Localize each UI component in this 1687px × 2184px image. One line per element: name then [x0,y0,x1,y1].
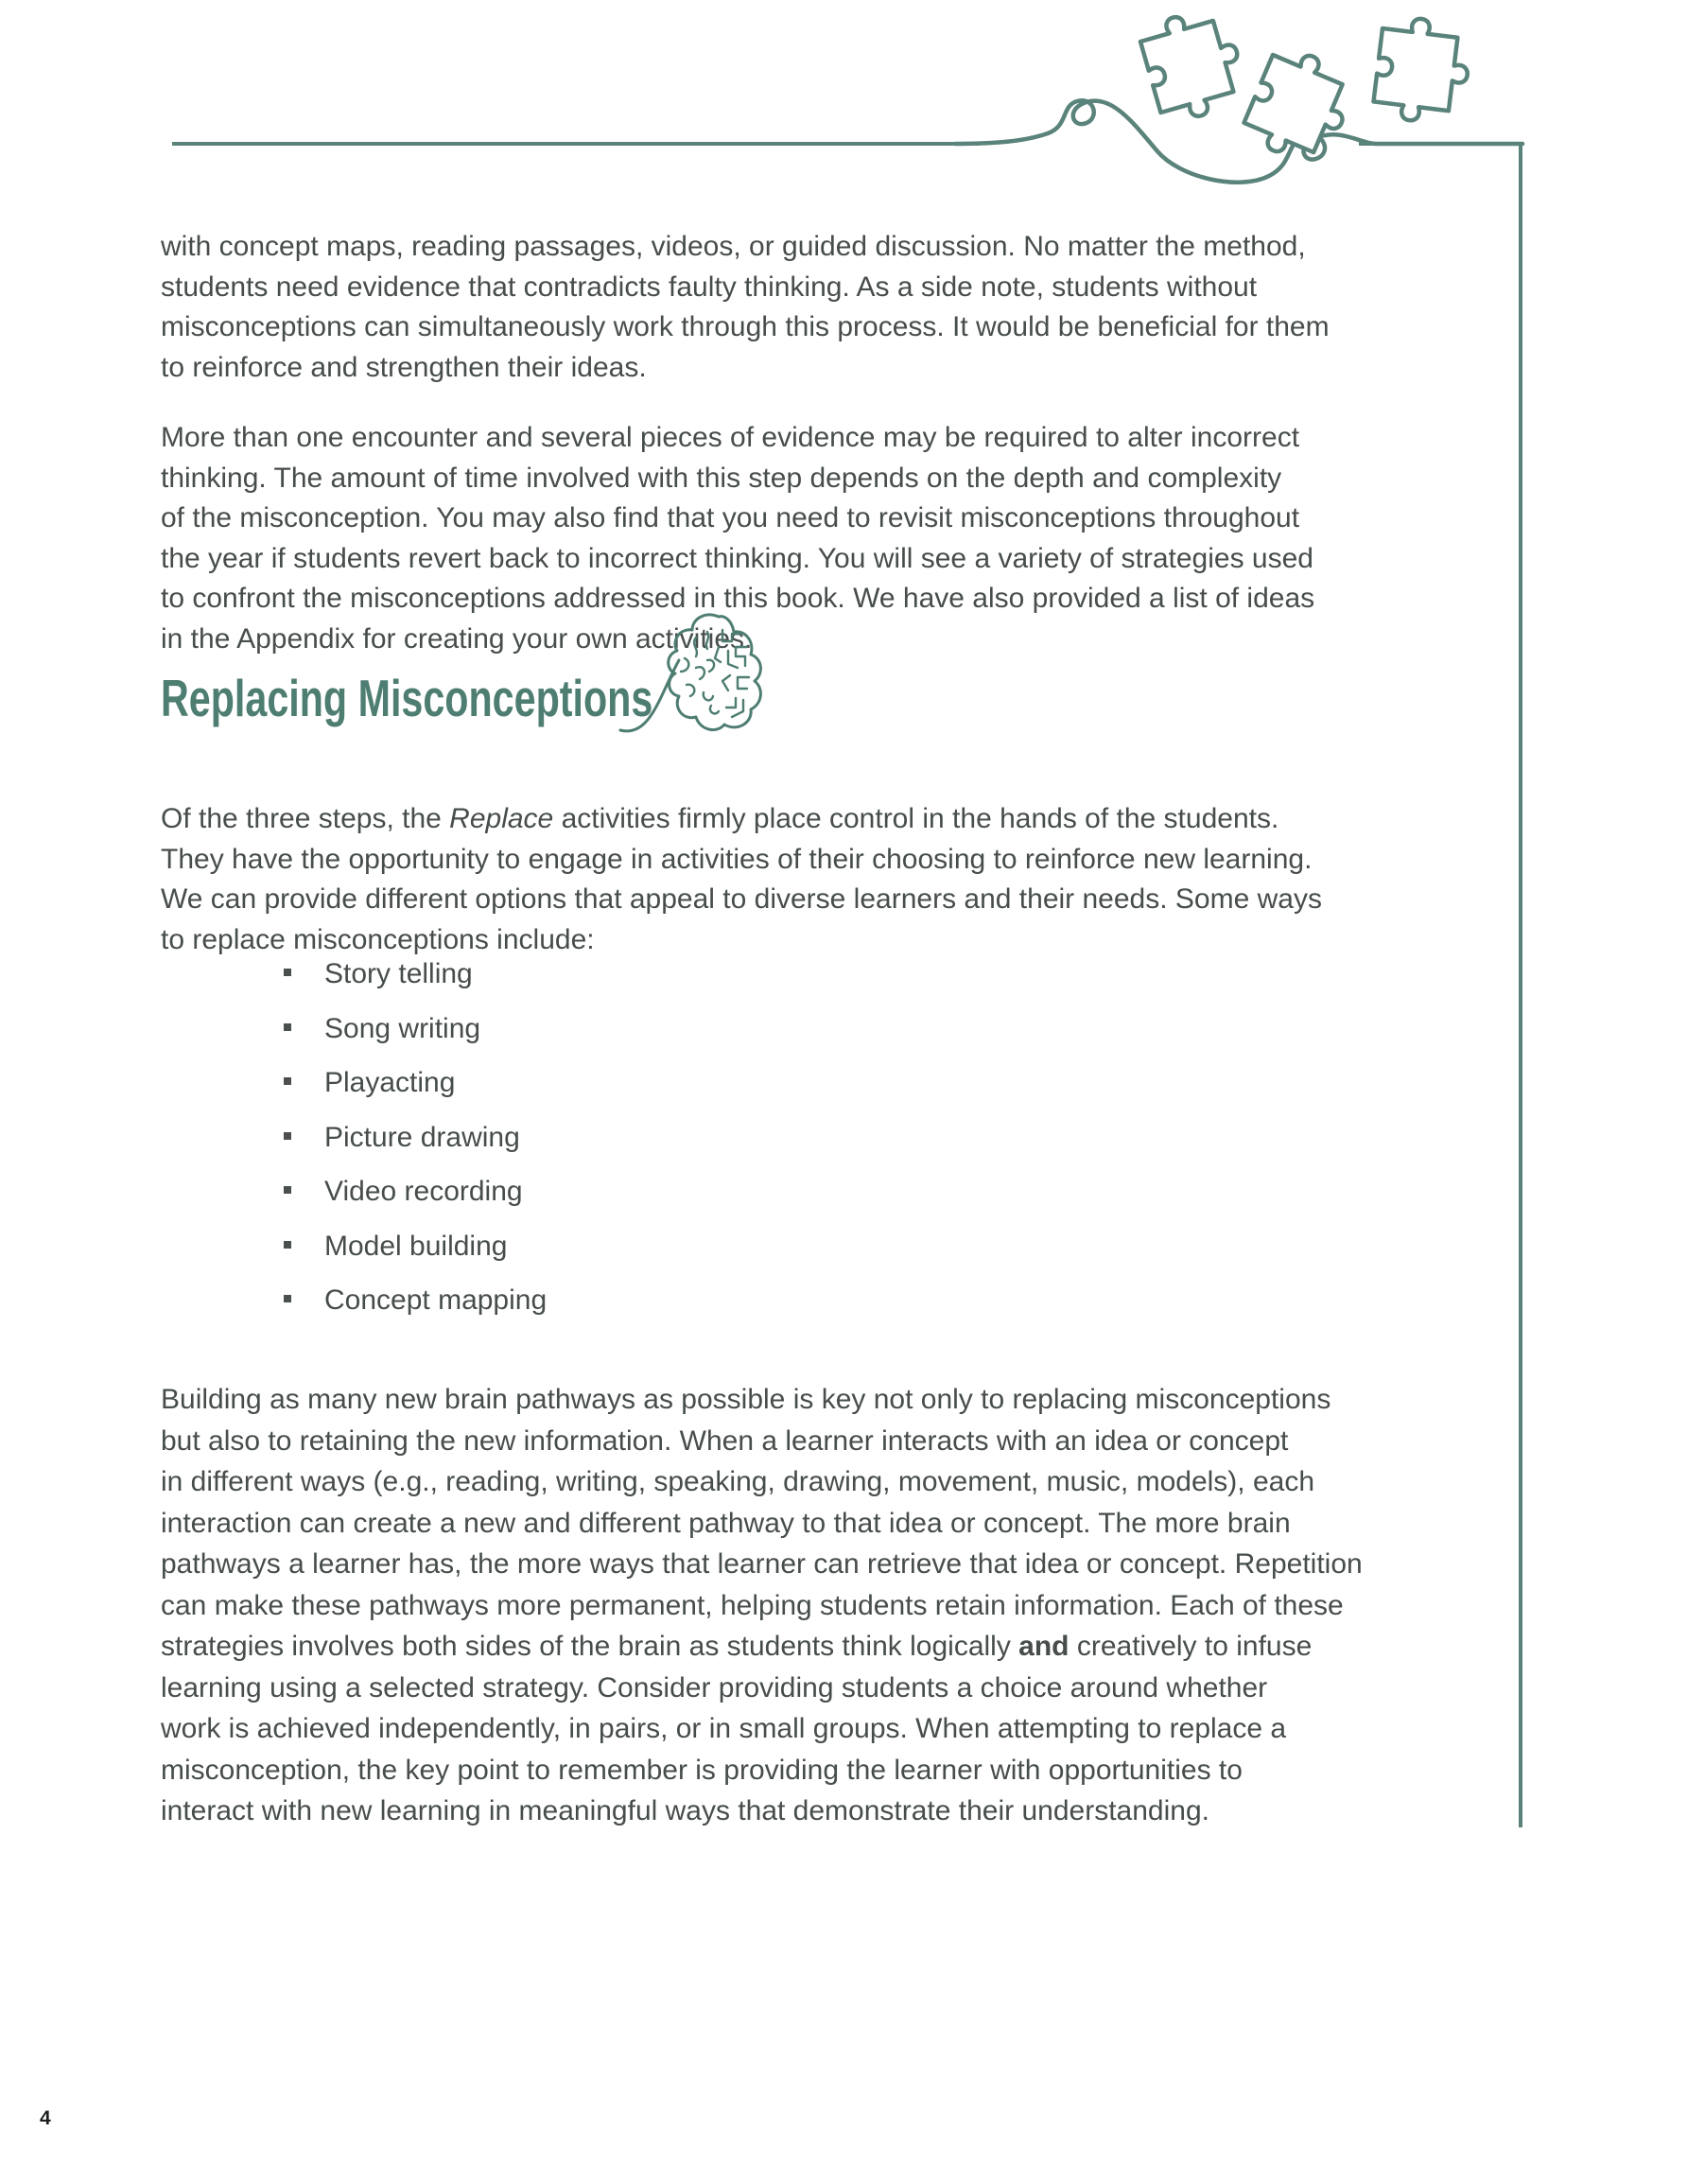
top-rule-left [172,142,979,146]
list-item-label: Song writing [324,1012,481,1044]
list-item [284,1226,1418,1281]
list-item [284,953,1418,1008]
list-item [284,1008,1418,1063]
right-margin-rule [1519,142,1522,1827]
list-item-label: Concept mapping [324,1284,548,1316]
list-item-label: Playacting [324,1067,456,1098]
square-bullet-icon [284,969,291,976]
list-item [284,1062,1418,1117]
square-bullet-icon [284,1295,291,1302]
list-item-label: Model building [324,1230,508,1262]
puzzle-pieces-icon [955,0,1565,194]
paragraph: More than one encounter and several pieces of evidence may be required to alter incorrect thinking. The amount of time involved with this step depends on the depth and complexity of the misconception. You may also find that you need to revisit misconceptions throughout the year if students revert back to incorrect thinking. You will see a variety of strategies used to confront the misconceptions addressed in this book. We have also provided a list of ideas in the Appendix for creating your own activities. [161,422,1315,655]
square-bullet-icon [284,1186,291,1194]
paragraph: Building as many new brain pathways as possible is key not only to replacing misconceptions but also to retaining the new information. When a learner interacts with an idea or concept in different ways (e.g., reading, writing, speaking, drawing, movement, music, models), each interaction can create a new and different pathway to that idea or concept. The more brain pathways a learner has, the more ways that learner can retrieve that idea or concept. Repetition can make these pathways more permanent, helping students retain information. Each of these strategies involves both sides of the brain as students think logically and creatively to infuse learning using a selected strategy. Consider providing students a choice around whether work is achieved independently, in pairs, or in small groups. When attempting to replace a misconception, the key point to remember is providing the learner with opportunities to interact with new learning in meaningful ways that demonstrate their understanding. [161,1384,1363,1826]
list-item-label: Story telling [324,958,473,989]
list-item-label: Picture drawing [324,1121,520,1153]
brain-icon [617,605,768,752]
paragraph: with concept maps, reading passages, videos, or guided discussion. No matter the method, students need evidence that contradicts faulty thinking. As a side note, students without misconceptions can simultaneously work through this process. It would be beneficial for them to reinforce and strengthen their ideas. [161,231,1330,383]
paragraph: Of the three steps, the Replace activities firmly place control in the hands of the students. They have the opportunity to engage in activities of their choosing to reinforce new learning. We can provide different options that appeal to diverse learners and their needs. Some ways to replace misconceptions include: [161,803,1322,955]
list-item [284,1171,1418,1226]
square-bullet-icon [284,1132,291,1140]
square-bullet-icon [284,1023,291,1031]
section-heading-text: Replacing Misconceptions [161,669,653,727]
square-bullet-icon [284,1241,291,1249]
replace-options-list [161,953,1418,1335]
list-item-label: Video recording [324,1176,523,1207]
list-item [284,1117,1418,1172]
list-item [284,1280,1418,1335]
square-bullet-icon [284,1077,291,1085]
page-number: 4 [40,2107,51,2129]
